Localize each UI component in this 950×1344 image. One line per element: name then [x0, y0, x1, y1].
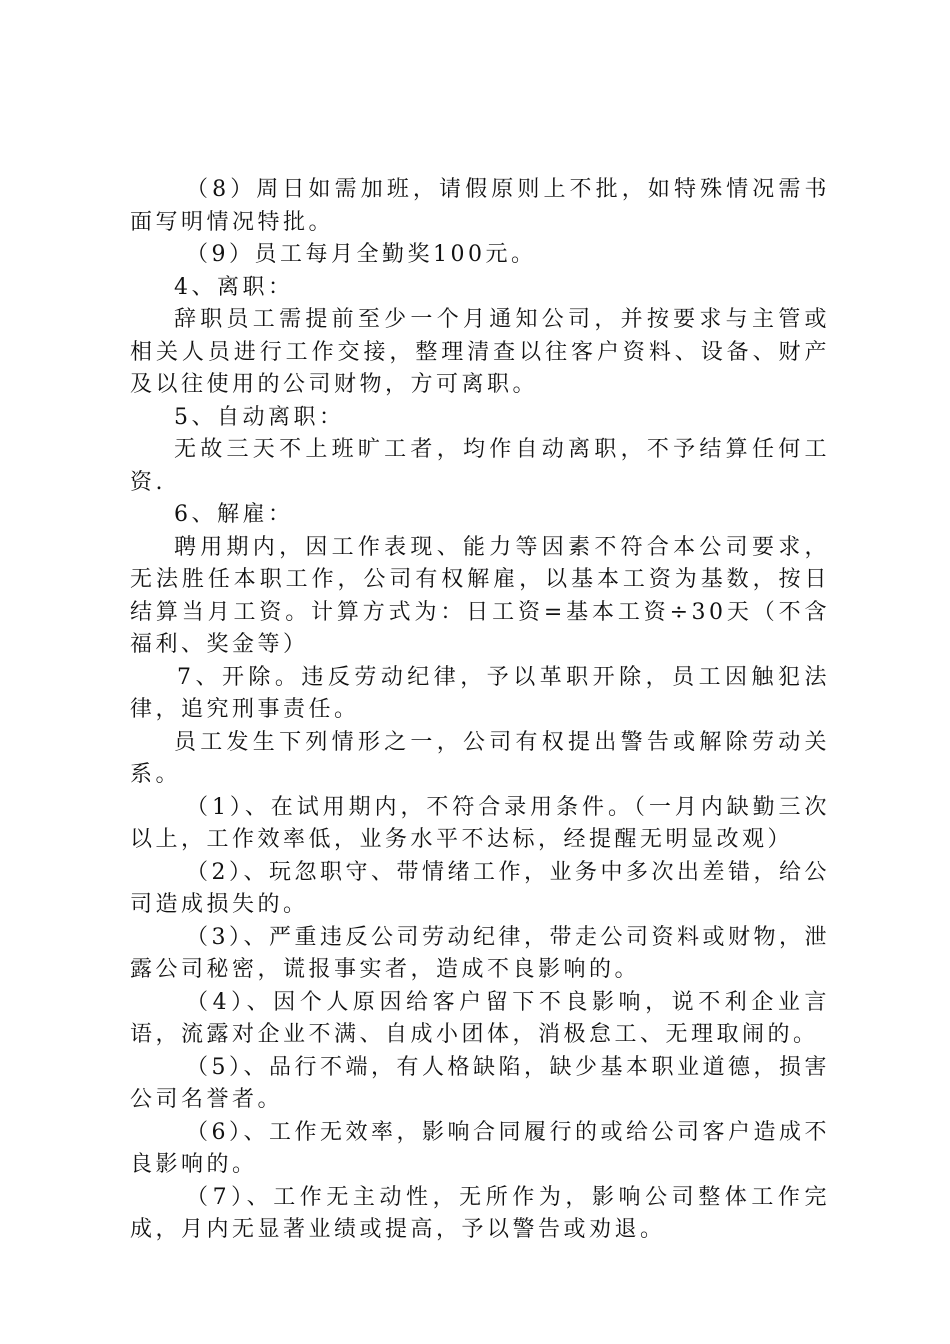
section-6-heading: 6、解雇： [174, 502, 294, 527]
section-5-heading: 5、自动离职： [174, 404, 345, 430]
condition-2-paragraph: （2）、玩忽职守、带情绪工作，业务中多次出差错，给公司造成损失的。 [130, 859, 830, 917]
condition-1-paragraph: （1）、在试用期内，不符合录用条件。（一月内缺勤三次以上，工作效率低，业务水平不达标，经提醒无明显改观） [130, 794, 830, 852]
document-body [130, 174, 830, 1247]
condition-4-paragraph: （4）、因个人原因给客户留下不良影响，说不利企业言语，流露对企业不满、自成小团体，消极怠工、无理取闹的。 [130, 989, 830, 1047]
section-6-body: 聘用期内，因工作表现、能力等因素不符合本公司要求，无法胜任本职工作，公司有权解雇，以基本工资为基数，按日结算当月工资。计算方式为：日工资=基本工资÷30天（不含福利、奖金等） [130, 534, 830, 657]
rule-8-paragraph: （8）周日如需加班，请假原则上不批，如特殊情况需书面写明情况特批。 [130, 177, 830, 235]
section-5-body: 无故三天不上班旷工者，均作自动离职，不予结算任何工资. [130, 437, 830, 495]
condition-6-paragraph: （6）、工作无效率，影响合同履行的或给公司客户造成不良影响的。 [130, 1119, 830, 1177]
section-7-paragraph: 7、开除。违反劳动纪律，予以革职开除，员工因触犯法律，追究刑事责任。 [130, 664, 830, 722]
section-4-heading: 4、离职： [174, 274, 294, 300]
condition-7-paragraph: （7）、工作无主动性，无所作为，影响公司整体工作完成，月内无显著业绩或提高，予以警告或劝退。 [130, 1184, 830, 1242]
condition-5-paragraph: （5）、品行不端，有人格缺陷，缺少基本职业道德，损害公司名誉者。 [130, 1054, 830, 1112]
condition-3-paragraph: （3）、严重违反公司劳动纪律，带走公司资料或财物，泄露公司秘密，谎报事实者，造成不良影响的。 [130, 924, 830, 982]
rule-9-paragraph: （9）员工每月全勤奖100元。 [186, 242, 537, 267]
dismissal-intro-paragraph: 员工发生下列情形之一，公司有权提出警告或解除劳动关系。 [130, 729, 830, 787]
section-4-body: 辞职员工需提前至少一个月通知公司，并按要求与主管或相关人员进行工作交接，整理清查以往客户资料、设备、财产及以往使用的公司财物，方可离职。 [130, 307, 830, 397]
